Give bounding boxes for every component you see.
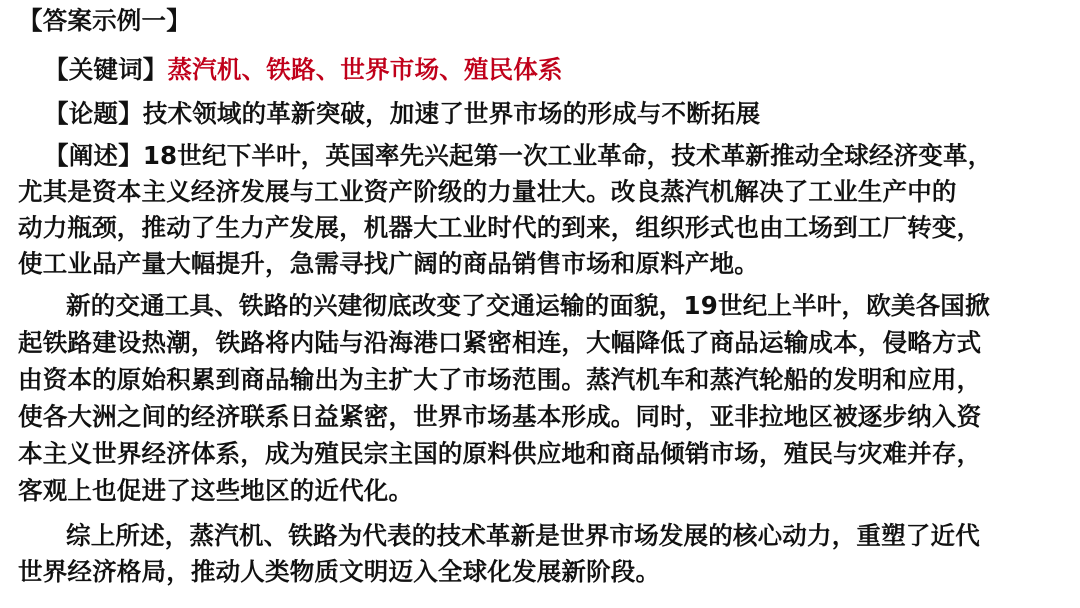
elaboration-line-8: 使各大洲之间的经济联系日益紧密，世界市场基本形成。同时，亚非拉地区被逐步纳入资 [18,402,982,431]
thesis-label: 【论题】 [44,99,143,128]
keywords-value: 蒸汽机、铁路、世界市场、殖民体系 [167,55,563,84]
elaboration-line-1 [44,141,992,171]
elaboration-line-5: 新的交通工具、铁路的兴建彻底改变了交通运输的面貌，19世纪上半叶，欧美各国掀 [66,291,990,320]
elaboration-text: 18世纪下半叶，英国率先兴起第一次工业革命，技术革新推动全球经济变革， [142,141,993,170]
keywords-line [44,55,563,85]
elaboration-line-9: 本主义世界经济体系，成为殖民宗主国的原料供应地和商品倾销市场，殖民与灾难并存， [18,439,982,468]
elaboration-line-4: 使工业品产量大幅提升，急需寻找广阔的商品销售市场和原料产地。 [18,249,759,278]
example-title: 【答案示例一】 [18,6,191,35]
elaboration-line-7: 由资本的原始积累到商品输出为主扩大了市场范围。蒸汽机车和蒸汽轮船的发明和应用， [18,365,982,394]
elaboration-line-2: 尤其是资本主义经济发展与工业资产阶级的力量壮大。改良蒸汽机解决了工业生产中的 [18,177,957,206]
elaboration-line-10: 客观上也促进了这些地区的近代化。 [18,476,414,505]
keywords-label: 【关键词】 [44,55,168,84]
elaboration-line-12: 世界经济格局，推动人类物质文明迈入全球化发展新阶段。 [18,557,661,586]
elaboration-line-6: 起铁路建设热潮，铁路将内陆与沿海港口紧密相连，大幅降低了商品运输成本，侵略方式 [18,328,982,357]
thesis-value: 技术领域的革新突破，加速了世界市场的形成与不断拓展 [142,99,761,128]
elaboration-label: 【阐述】 [44,141,143,170]
elaboration-line-11: 综上所述，蒸汽机、铁路为代表的技术革新是世界市场发展的核心动力，重塑了近代 [66,521,980,550]
thesis-line [44,99,760,129]
elaboration-line-3: 动力瓶颈，推动了生力产发展，机器大工业时代的到来，组织形式也由工场到工厂转变， [18,213,982,242]
